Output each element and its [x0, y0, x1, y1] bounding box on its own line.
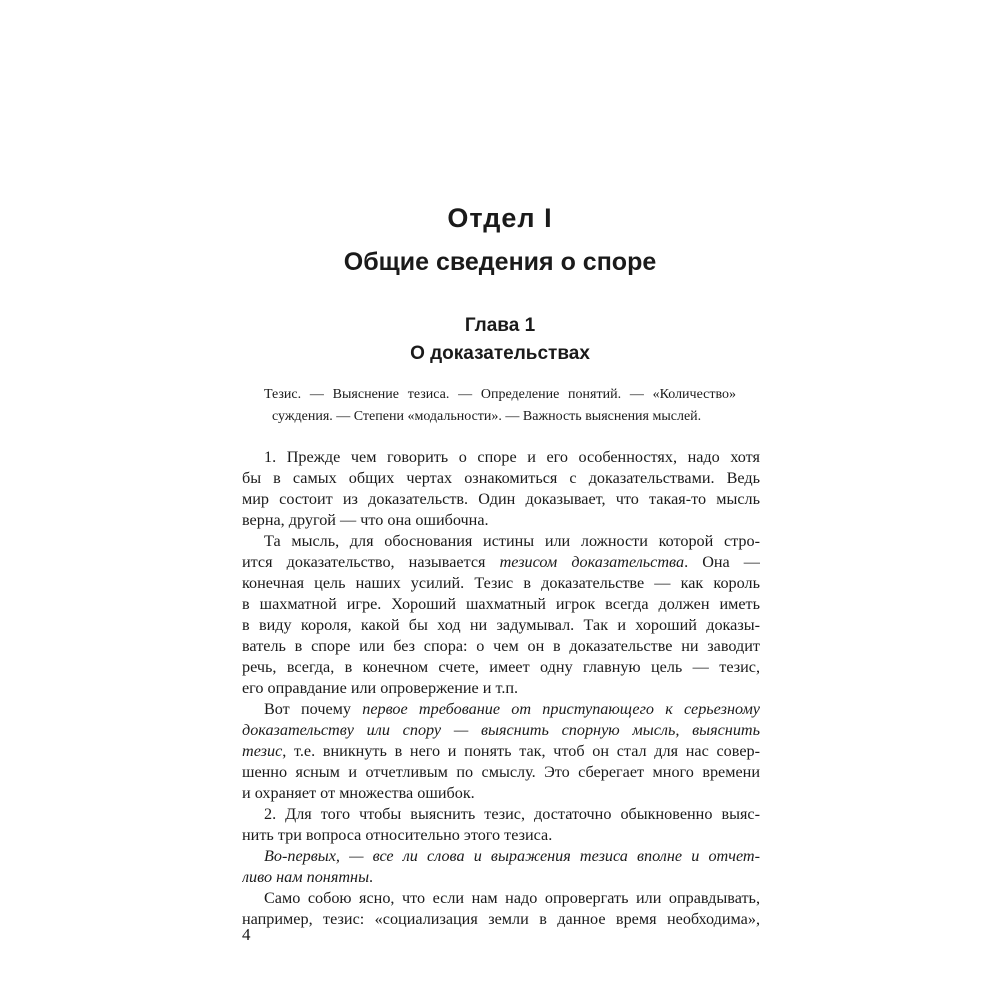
body-line	[242, 825, 760, 846]
body-line	[242, 783, 760, 804]
body-line	[242, 867, 760, 888]
text-run: .	[369, 868, 374, 886]
text-run: нить три вопроса относительно этого тезиса.	[242, 826, 553, 844]
body-line	[242, 552, 760, 573]
body-line	[242, 489, 760, 510]
body-line	[242, 741, 760, 762]
italic-text: Во-первых, — все ли слова и выражения тезиса вполне и отчет-	[264, 847, 760, 865]
text-run: ватель в споре или без спора: о чем он в доказательстве ни заводит	[242, 637, 760, 655]
chapter-title: О доказательствах	[410, 343, 590, 364]
text-run: речь, всегда, в конечном счете, имеет одну главную цель — тезис,	[242, 658, 760, 676]
text-run: ится доказательство, называется	[242, 553, 500, 571]
chapter-label: Глава 1	[464, 315, 536, 336]
italic-text: первое требование от приступающего к серьезному	[362, 700, 760, 718]
section-title: Общие сведения о споре	[343, 248, 657, 276]
body-line	[242, 531, 760, 552]
italic-text: ливо нам понятны	[242, 868, 370, 886]
text-run: 1. Прежде чем говорить о споре и его особенностях, надо хотя	[264, 448, 760, 466]
body-line	[242, 573, 760, 594]
synopsis-line: суждения. — Степени «модальности». — Важность выяснения мыслей.	[272, 409, 702, 424]
body-line	[242, 888, 760, 909]
text-run: мир состоит из доказательств. Один доказывает, что такая-то мысль	[242, 490, 760, 508]
text-run: в шахматной игре. Хороший шахматный игрок всегда должен иметь	[242, 595, 760, 613]
chapter-synopsis	[264, 384, 736, 428]
body-line	[242, 699, 760, 720]
text-run: . Она —	[684, 553, 760, 571]
body-line	[242, 762, 760, 783]
text-run: и охраняет от множества ошибок.	[242, 784, 475, 802]
text-run: Вот почему	[264, 700, 363, 718]
text-run: его оправдание или опровержение и т.п.	[242, 679, 519, 697]
text-run: Та мысль, для обоснования истины или ложности которой стро-	[264, 532, 760, 550]
text-run: верна, другой — что она ошибочна.	[242, 511, 489, 529]
body-line	[242, 510, 760, 531]
body-line	[242, 594, 760, 615]
text-run: шенно ясным и отчетливым по смыслу. Это сберегает много времени	[242, 763, 760, 781]
body-line	[242, 720, 760, 741]
body-line	[242, 615, 760, 636]
body-line	[242, 468, 760, 489]
body-line	[242, 804, 760, 825]
text-run: , т.е. вникнуть в него и понять так, чтоб он стал для нас совер-	[282, 742, 760, 760]
body-line	[242, 636, 760, 657]
body-line	[242, 846, 760, 867]
italic-text: тезисом доказательства	[499, 553, 685, 571]
text-run: Само собою ясно, что если нам надо опровергать или оправдывать,	[264, 889, 760, 907]
body-line	[242, 909, 760, 930]
section-label: Отдел I	[447, 203, 553, 233]
body-line	[242, 678, 760, 699]
text-run: например, тезис: «социализация земли в данное время необходима»,	[242, 910, 760, 928]
text-run: в виду короля, какой бы ход ни задумывал. Так и хороший доказы-	[242, 616, 760, 634]
page-number: 4	[242, 925, 251, 944]
body-line	[242, 447, 760, 468]
body-text	[242, 447, 760, 930]
italic-text: доказательству или спору — выяснить спорную мысль, выяснить	[242, 721, 760, 739]
text-run: бы в самых общих чертах ознакомиться с доказательствами. Ведь	[242, 469, 760, 487]
text-run: 2. Для того чтобы выяснить тезис, достаточно обыкновенно выяс-	[264, 805, 760, 823]
italic-text: тезис	[242, 742, 283, 760]
text-run: конечная цель наших усилий. Тезис в доказательстве — как король	[242, 574, 760, 592]
synopsis-line: Тезис. — Выяснение тезиса. — Определение понятий. — «Количество»	[264, 387, 736, 402]
body-line	[242, 657, 760, 678]
